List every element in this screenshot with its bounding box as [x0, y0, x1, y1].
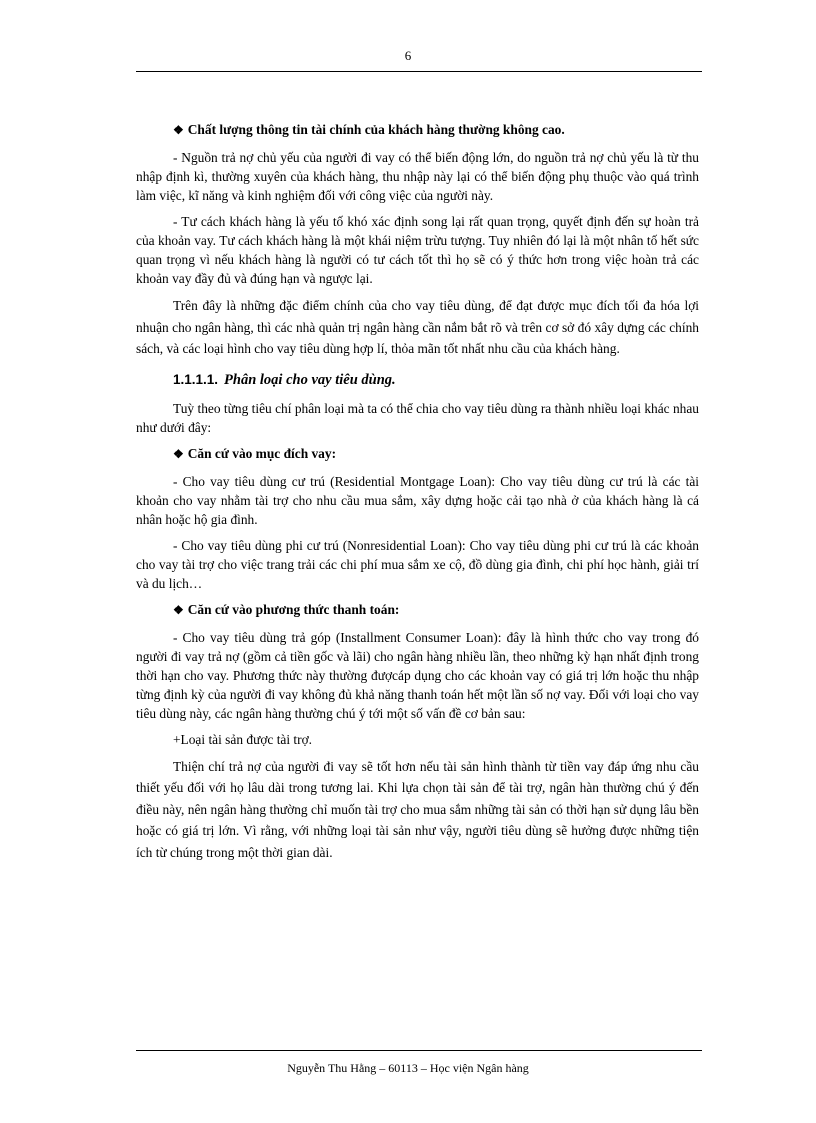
paragraph: Thiện chí trả nợ của người đi vay sẽ tốt hơn nếu tài sản hình thành từ tiền vay đáp ứng nhu cầu thiết yếu đối với họ lâu dài trong tương lai. Khi lựa chọn tài sản để tài trợ, ngân hàn thường chú ý đến điều này, nên ngân hàng thường chỉ muốn tài trợ cho mua sắm những tài sản có thời hạn sử dụng lâu bền hoặc có giá trị lớn. Vì rằng, với những loại tài sản như vậy, người tiêu dùng sẽ hưởng được những tiện ích từ chúng trong một thời gian dài.	[136, 758, 699, 860]
diamond-bullet-icon: ❖	[173, 123, 184, 137]
footer-rule	[136, 1050, 702, 1051]
section-heading-purpose	[136, 444, 699, 464]
paragraph: - Cho vay tiêu dùng phi cư trú (Nonresidential Loan): Cho vay tiêu dùng phi cư trú là các khoản cho vay tài trợ cho việc trang trải các chi phí mua sắm xe cộ, đồ dùng gia đình, chi phí học hành, giải trí và du lịch…	[136, 537, 699, 591]
paragraph: - Cho vay tiêu dùng trả góp (Installment Consumer Loan): đây là hình thức cho vay trong đó người đi vay trả nợ (gồm cả tiền gốc và lãi) cho ngân hàng nhiều lần, theo những kỳ hạn nhất định trong thời hạn cho vay. Phương thức này thường đượcáp dụng cho các khoản vay có giá trị lớn hoặc thu nhập từng định kỳ của người đi vay không đủ khả năng thanh toán hết một lần số nợ vay. Đối với loại cho vay tiêu dùng này, các ngân hàng thường chú ý tới một số vấn đề cơ bản sau:	[136, 629, 699, 721]
paragraph: Trên đây là những đặc điểm chính của cho vay tiêu dùng, để đạt được mục đích tối đa hóa lợi nhuận cho ngân hàng, thì các nhà quản trị ngân hàng cần nắm bắt rõ và trên cơ sở đó xây dựng các chính sách, và các loại hình cho vay tiêu dùng hợp lí, thỏa mãn tốt nhất nhu cầu của khách hàng.	[136, 298, 699, 356]
section-heading-financial-info	[136, 120, 699, 140]
header-rule	[136, 71, 702, 72]
page-number: 6	[404, 48, 412, 63]
diamond-bullet-icon: ❖	[173, 602, 184, 617]
subsection-number: 1.1.1.1.	[173, 371, 219, 387]
section-heading-payment-method	[136, 600, 699, 620]
paragraph: - Tư cách khách hàng là yếu tố khó xác định song lại rất quan trọng, quyết định đến sự hoàn trả của khoản vay. Tư cách khách hàng là một khái niệm trừu tượng. Tuy nhiên đó lại là một nhân tố hết sức quan trọng vì nếu khách hàng là người có tư cách tốt thì họ sẽ có ý thức hơn trong việc hoàn trả các khoản vay đầy đủ và đúng hạn và ngược lại.	[136, 214, 699, 286]
footer-text: Nguyễn Thu Hằng – 60113 – Học viện Ngân hàng	[287, 1061, 529, 1075]
diamond-bullet-icon: ❖	[173, 446, 184, 461]
paragraph: +Loại tài sản được tài trợ.	[173, 731, 313, 747]
paragraph: - Nguồn trả nợ chủ yếu của người đi vay có thể biến động lớn, do nguồn trả nợ chủ yếu là từ thu nhập định kì, thường xuyên của khách hàng, thu nhập này lại có thể biến động phụ thuộc vào quá trình làm việc, kĩ năng và kinh nghiệm đối với công việc của người này.	[136, 150, 699, 203]
heading-text: Chất lượng thông tin tài chính của khách hàng thường không cao.	[187, 122, 565, 137]
paragraph: Tuỳ theo từng tiêu chí phân loại mà ta có thể chia cho vay tiêu dùng ra thành nhiều loại khác nhau như dưới đây:	[136, 400, 699, 435]
subsection-heading	[136, 370, 699, 390]
document-body	[136, 120, 699, 870]
subsection-title: Phân loại cho vay tiêu dùng.	[224, 371, 396, 388]
heading-text: Căn cứ vào phương thức thanh toán:	[187, 601, 400, 617]
heading-text: Căn cứ vào mục đích vay:	[187, 445, 337, 461]
paragraph: - Cho vay tiêu dùng cư trú (Residential Montgage Loan): Cho vay tiêu dùng cư trú là các tài khoản cho vay nhằm tài trợ cho nhu cầu mua sắm, xây dựng hoặc cải tạo nhà ở của khách hàng là cá nhân hoặc hộ gia đình.	[136, 473, 699, 527]
